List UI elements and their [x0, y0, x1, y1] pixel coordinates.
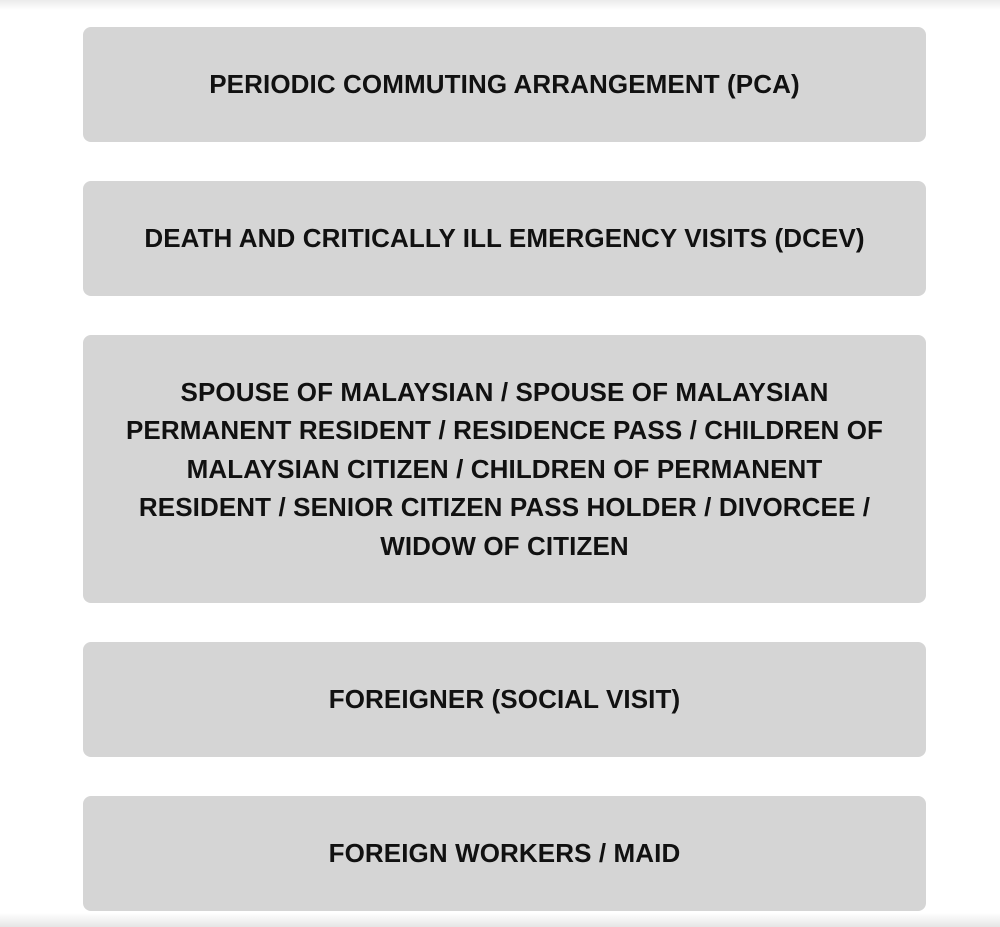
- category-button-foreign-workers[interactable]: [83, 796, 926, 911]
- category-label: PERIODIC COMMUTING ARRANGEMENT (PCA): [209, 69, 800, 100]
- category-label: SPOUSE OF MALAYSIAN / SPOUSE OF MALAYSIAN PERMANENT RESIDENT / RESIDENCE PASS / CHILDREN OF MALAYSIAN CITIZEN / CHILDREN OF PERMANENT RESIDENT / SENIOR CITIZEN PASS HOLDER / DIVORCEE / WIDOW OF CITIZEN: [125, 376, 884, 561]
- category-button-foreigner-social-visit[interactable]: [83, 642, 926, 757]
- category-button-pca[interactable]: [83, 27, 926, 142]
- category-label: DEATH AND CRITICALLY ILL EMERGENCY VISITS (DCEV): [144, 223, 865, 254]
- top-shadow: [0, 0, 1000, 10]
- category-button-spouse-residence[interactable]: [83, 335, 926, 603]
- category-label: FOREIGNER (SOCIAL VISIT): [328, 684, 681, 715]
- category-button-dcev[interactable]: [83, 181, 926, 296]
- category-label: FOREIGN WORKERS / MAID: [328, 838, 681, 869]
- bottom-shadow: [0, 913, 1000, 927]
